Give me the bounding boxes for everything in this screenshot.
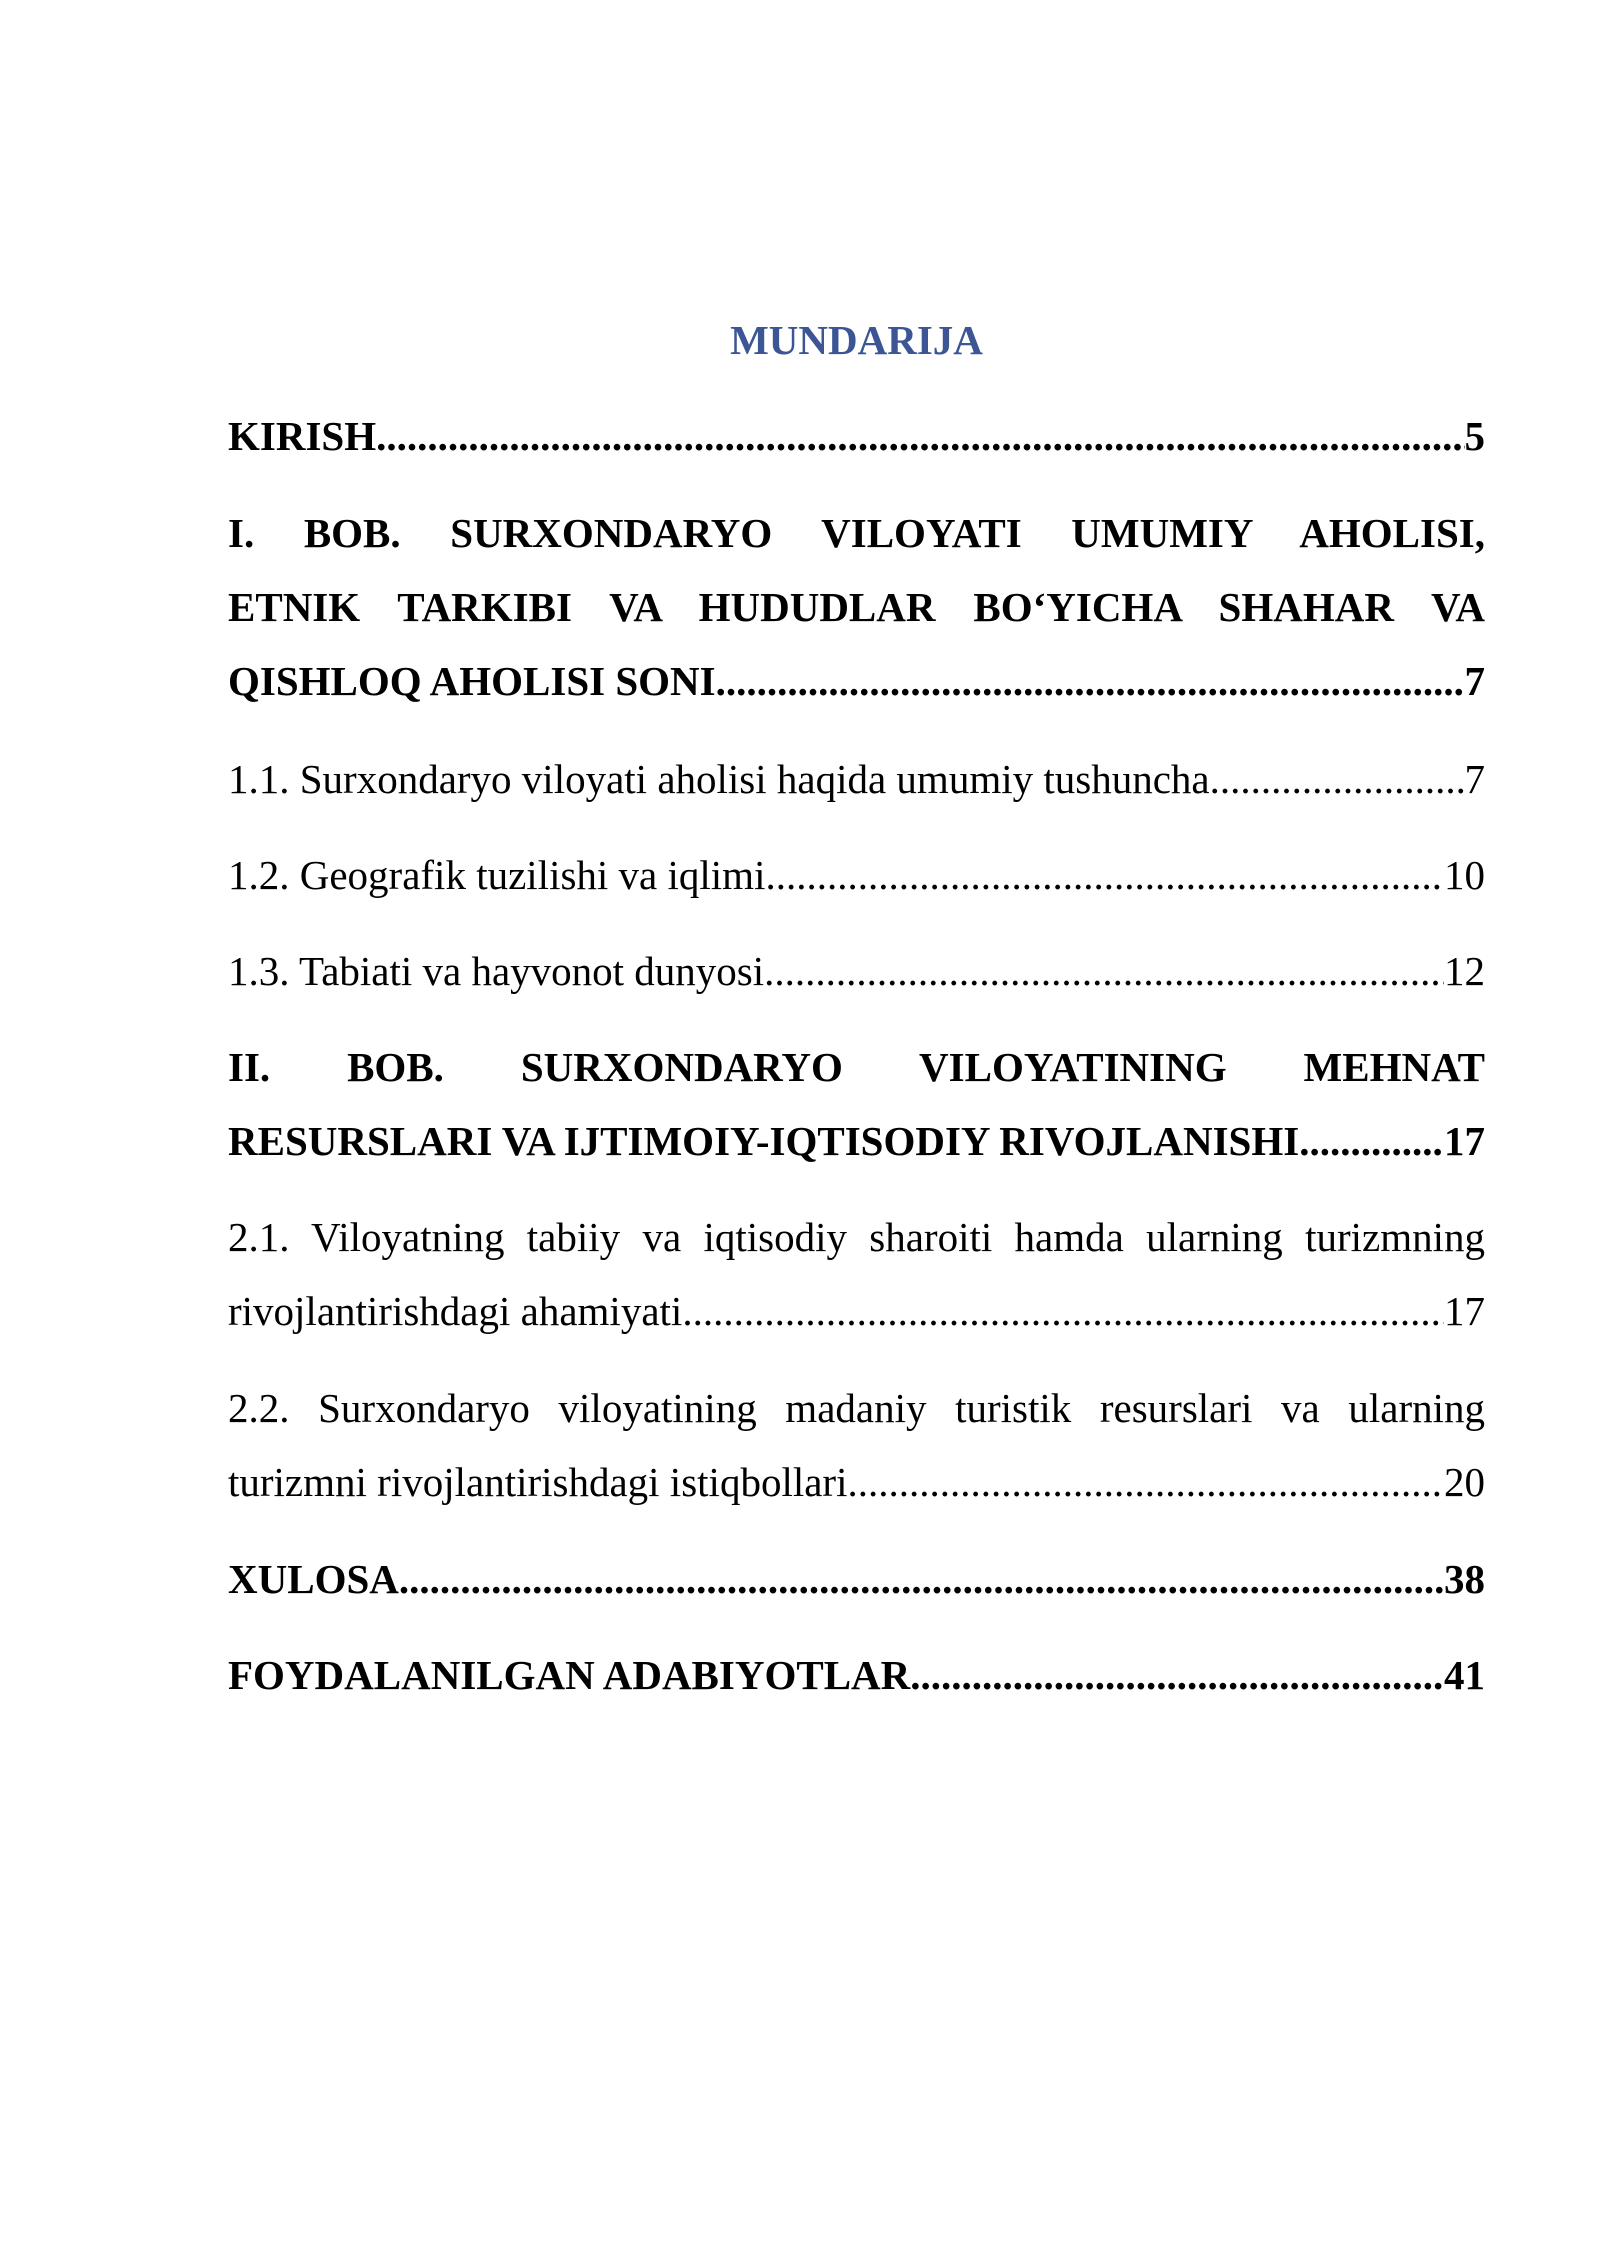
- toc-dot-leader: [1299, 1104, 1444, 1178]
- toc-dot-leader: [1210, 742, 1465, 816]
- toc-entry-section-1-2: [228, 838, 1485, 912]
- toc-entry-section-1-3: [228, 934, 1485, 1008]
- toc-entry-label: QISHLOQ AHOLISI SONI: [228, 658, 716, 704]
- toc-dot-leader: [764, 934, 1444, 1008]
- toc-entry-xulosa: [228, 1542, 1485, 1616]
- toc-entry-line: ETNIK TARKIBI VA HUDUDLAR BO‘YICHA SHAHAR VA: [228, 584, 1485, 630]
- toc-entry-label: turizmni rivojlantirishdagi istiqbollari: [228, 1459, 848, 1505]
- toc-page-number: 10: [1444, 852, 1485, 898]
- toc-entry-line: 2.1. Viloyatning tabiiy va iqtisodiy sharoiti hamda ularning turizmning: [228, 1214, 1485, 1260]
- toc-entry-line: [228, 1638, 1485, 1712]
- toc-entry-section-1-1: [228, 742, 1485, 816]
- toc-entry-chapter-2: [228, 1030, 1485, 1178]
- toc-page-number: 12: [1444, 948, 1485, 994]
- toc-dot-leader: [399, 1542, 1444, 1616]
- toc-entry-label: 1.1. Surxondaryo viloyati aholisi haqida umumiy tushuncha: [228, 756, 1210, 802]
- toc-entry-line: [228, 1542, 1485, 1616]
- toc-entry-section-2-1: [228, 1200, 1485, 1348]
- toc-entry-label: 1.2. Geografik tuzilishi va iqlimi: [228, 852, 766, 898]
- toc-entry-line: [228, 742, 1485, 816]
- toc-page-number: 17: [1444, 1118, 1485, 1164]
- toc-entry-adabiyotlar: [228, 1638, 1485, 1712]
- toc-dot-leader: [716, 644, 1465, 718]
- toc-entry-line: [228, 1104, 1485, 1178]
- toc-dot-leader: [847, 1445, 1444, 1519]
- toc-entry-line: [228, 399, 1485, 473]
- toc-entry-line: II. BOB. SURXONDARYO VILOYATINING MEHNAT: [228, 1044, 1485, 1090]
- toc-dot-leader: [765, 838, 1444, 912]
- toc-entry-line: [228, 644, 1485, 718]
- toc-entry-line: [228, 934, 1485, 1008]
- toc-dot-leader: [682, 1274, 1444, 1348]
- toc-entry-line: 2.2. Surxondaryo viloyatining madaniy turistik resurslari va ularning: [228, 1385, 1485, 1431]
- toc-entry-label: rivojlantirishdagi ahamiyati: [228, 1288, 683, 1334]
- toc-entry-line: [228, 838, 1485, 912]
- toc-page-number: 7: [1464, 658, 1485, 704]
- toc-page-number: 17: [1444, 1288, 1485, 1334]
- toc-entry-section-2-2: [228, 1371, 1485, 1519]
- toc-entry-label: XULOSA: [228, 1556, 399, 1602]
- toc-dot-leader: [910, 1638, 1444, 1712]
- toc-page-number: 7: [1464, 756, 1485, 802]
- toc-entry-label: KIRISH: [228, 413, 377, 459]
- toc-title: MUNDARIJA: [730, 317, 983, 363]
- toc-page-number: 38: [1444, 1556, 1485, 1602]
- toc-entry-kirish: [228, 399, 1485, 473]
- toc-page-number: 41: [1444, 1652, 1485, 1698]
- toc-dot-leader: [376, 399, 1464, 473]
- toc-entry-label: 1.3. Tabiati va hayvonot dunyosi: [228, 948, 765, 994]
- toc-entry-line: I. BOB. SURXONDARYO VILOYATI UMUMIY AHOLISI,: [228, 510, 1485, 556]
- toc-page-number: 20: [1444, 1459, 1485, 1505]
- toc-entry-line: [228, 1274, 1485, 1348]
- toc-entry-line: [228, 1445, 1485, 1519]
- toc-entry-label: RESURSLARI VA IJTIMOIY-IQTISODIY RIVOJLANISHI: [228, 1118, 1300, 1164]
- toc-entry-chapter-1: [228, 496, 1485, 718]
- toc-entry-label: FOYDALANILGAN ADABIYOTLAR: [228, 1652, 911, 1698]
- toc-page-number: 5: [1464, 413, 1485, 459]
